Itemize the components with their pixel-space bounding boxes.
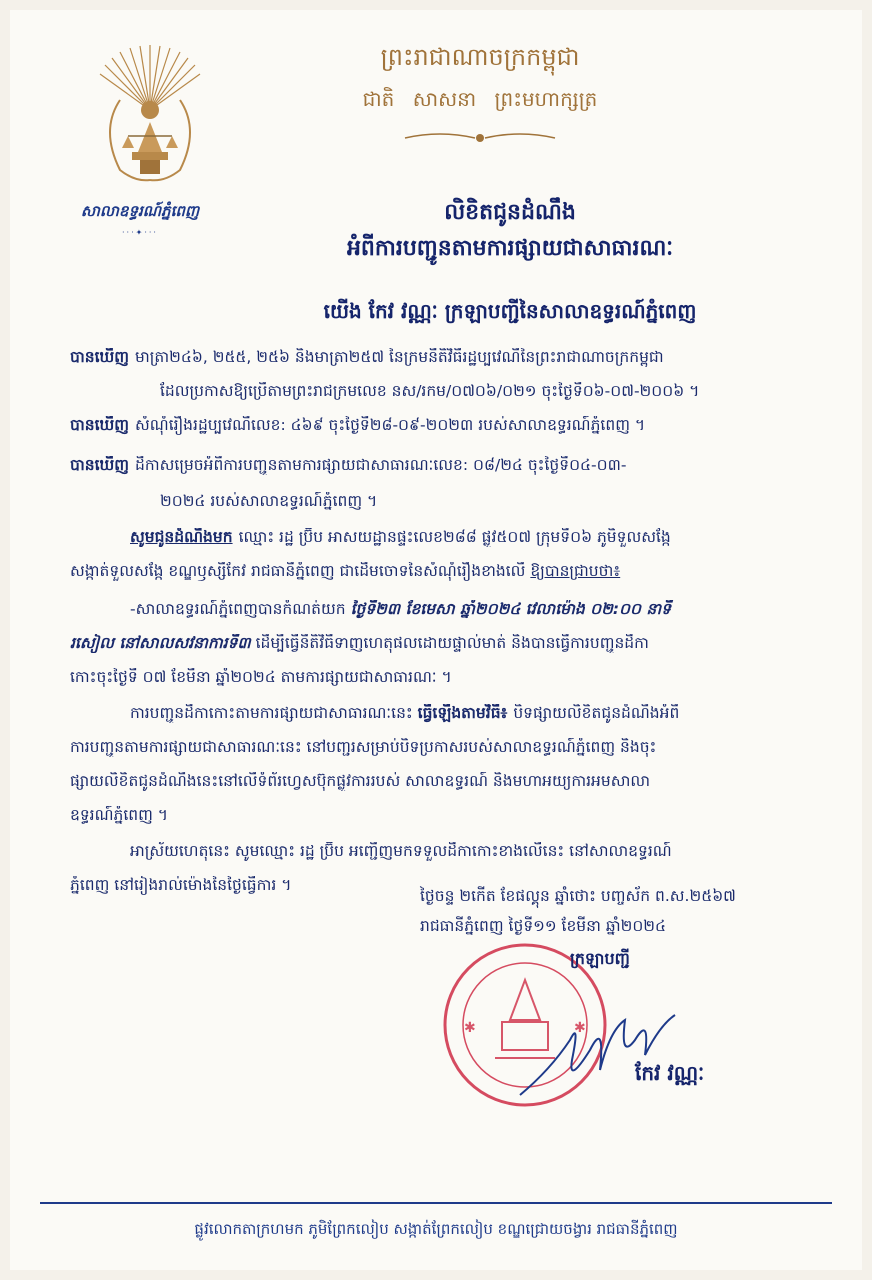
- court-set-text: -សាលាឧទ្ធរណ៍ភ្នំពេញបានកំណត់យក: [130, 600, 346, 618]
- ornament-divider-icon: [400, 128, 560, 148]
- document-page: [10, 10, 862, 1270]
- hearing-date: ថ្ងៃទី២៣ ខែមេសា ឆ្នាំ២០២៤ វេលាម៉ោង ០២:០០ នាទី: [350, 600, 671, 618]
- notice-text: ឈ្មោះ រដ្ឋ ប្រ៊ីប អាសយដ្ឋានផ្ទះលេខ២៨៨ ផ្លូវ៥០៧ ក្រុមទី០៦ ភូមិទួលសង្កែ: [238, 528, 671, 546]
- signatory-title: ក្រឡាបញ្ជី: [570, 949, 630, 968]
- closing-paragraph: អាស្រ័យហេតុនេះ សូមឈ្មោះ រដ្ឋ ប្រ៊ីប អញ្ជើញមកទទួលដីកាកោះខាងលើនេះ នៅសាលាឧទ្ធរណ៍: [130, 842, 672, 860]
- document-title: លិខិតជូនដំណឹង: [444, 200, 576, 225]
- paragraph-line: ដែលប្រកាសឱ្យប្រើតាមព្រះរាជក្រមលេខ នស/រកម/០៧០៦/០២១ ចុះថ្ងៃទី០៦-០៧-២០០៦ ។: [160, 382, 700, 400]
- paragraph-text: មាត្រា២៤៦, ២៥៥, ២៥៦ និងមាត្រា២៥៧ នៃក្រមនីតិវិធីរដ្ឋប្បវេណីនៃព្រះរាជាណាចក្រកម្ពុជា: [135, 348, 664, 366]
- date-solar: រាជធានីភ្នំពេញ ថ្ងៃទី១១ ខែមីនា ឆ្នាំ២០២៤: [420, 917, 666, 935]
- method-keyword: ធ្វើឡើងតាមវិធី៖: [417, 704, 508, 722]
- notice-tail: ឱ្យបានជ្រាបថា៖: [530, 562, 621, 580]
- paragraph-text: សំណុំរឿងរដ្ឋប្បវេណីលេខ: ៤៦៩ ចុះថ្ងៃទី២៨-០៩-២០២៣ របស់សាលាឧទ្ធរណ៍ភ្នំពេញ ។: [135, 416, 646, 434]
- notice-cont: សង្កាត់ទួលសង្កែ ខណ្ឌឫស្សីកែវ រាជធានីភ្នំពេញ ជាដើមចោទនៃសំណុំរឿងខាងលើ: [70, 562, 526, 580]
- paragraph-seen-1: [70, 348, 830, 367]
- paragraph-text: ដីកាសម្រេចអំពីការបញ្ជូនតាមការផ្សាយជាសាធារណៈលេខ: ០៨/២៤ ចុះថ្ងៃទី០៤-០៣-: [135, 456, 627, 474]
- paragraph-line: ២០២៤ របស់សាលាឧទ្ធរណ៍ភ្នំពេញ ។: [160, 492, 378, 510]
- court-emblem-icon: [90, 40, 210, 190]
- seen-label: បានឃើញ: [70, 348, 130, 366]
- footer-address: ផ្លូវលោកតាក្រហមក ភូមិព្រែកលៀប សង្កាត់ព្រែកលៀប ខណ្ឌជ្រោយចង្វារ រាជធានីភ្នំពេញ: [194, 1220, 678, 1238]
- paragraph-seen-2: [70, 416, 830, 435]
- signatory-name: កែវ វណ្ណៈ: [635, 1061, 705, 1085]
- document-subtitle: អំពីការបញ្ជូនតាមការផ្សាយជាសាធារណៈ: [346, 236, 674, 261]
- paragraph-line: កោះចុះថ្ងៃទី ០៧ ខែមីនា ឆ្នាំ២០២៤ តាមការផ្សាយជាសាធារណៈ ។: [70, 668, 452, 686]
- method-paragraph: [130, 704, 830, 723]
- svg-text:✱: ✱: [574, 1020, 586, 1036]
- hearing-purpose: ដើម្បីធ្វើនីតិវិធីទាញហេតុផលដោយផ្ទាល់មាត់ និងបានធ្វើការបញ្ជូនដីកា: [255, 634, 649, 652]
- svg-text:✱: ✱: [464, 1020, 476, 1036]
- footer-divider: [40, 1202, 832, 1204]
- method-text: បិទផ្សាយលិខិតជូនដំណឹងអំពី: [513, 704, 680, 722]
- court-name: សាលាឧទ្ធរណ៍ភ្នំពេញ: [80, 202, 200, 220]
- seen-label: បានឃើញ: [70, 416, 130, 434]
- paragraph-line: ភ្នំពេញ នៅរៀងរាល់ម៉ោងនៃថ្ងៃធ្វើការ ។: [70, 876, 292, 894]
- divider-ornament: ···✦···: [122, 228, 158, 237]
- date-lunar: ថ្ងៃចន្ទ ២កើត ខែផល្គុន ឆ្នាំថោះ បញ្ចស័ក ព.ស.២៥៦៧: [420, 887, 736, 905]
- notice-line: [70, 562, 830, 581]
- notice-lead: សូមជូនដំណឹងមក: [130, 528, 233, 546]
- national-motto: ជាតិ សាសនា ព្រះមហាក្សត្រ: [362, 87, 598, 111]
- method-lead: ការបញ្ជូនដីកាកោះតាមការផ្សាយជាសាធារណៈនេះ: [130, 704, 413, 722]
- paragraph-line: ផ្សាយលិខិតជូនដំណឹងនេះនៅលើទំព័រហ្វេសប៊ុកផ្លូវការរបស់ សាលាឧទ្ធរណ៍ និងមហាអយ្យការអមសាលា: [70, 772, 651, 790]
- paragraph-seen-3: [70, 456, 830, 475]
- seen-label: បានឃើញ: [70, 456, 130, 474]
- paragraph-line: ការបញ្ជូនតាមការផ្សាយជាសាធារណៈនេះ នៅបញ្ជរសម្រាប់បិទប្រកាសរបស់សាលាឧទ្ធរណ៍ភ្នំពេញ និងចុះ: [70, 738, 657, 756]
- hearing-place: រសៀល នៅសាលសវនាការទី៣: [70, 634, 251, 652]
- hearing-line-2: [70, 634, 830, 653]
- hearing-line: [130, 600, 830, 619]
- kingdom-heading: ព្រះរាជាណាចក្រកម្ពុជា: [380, 43, 580, 71]
- signer-heading: យើង កែវ វណ្ណៈ ក្រឡាបញ្ជីនៃសាលាឧទ្ធរណ៍ភ្នំពេញ: [323, 299, 697, 323]
- notice-paragraph: [130, 528, 830, 547]
- paragraph-line: ឧទ្ធរណ៍ភ្នំពេញ ។: [70, 806, 169, 824]
